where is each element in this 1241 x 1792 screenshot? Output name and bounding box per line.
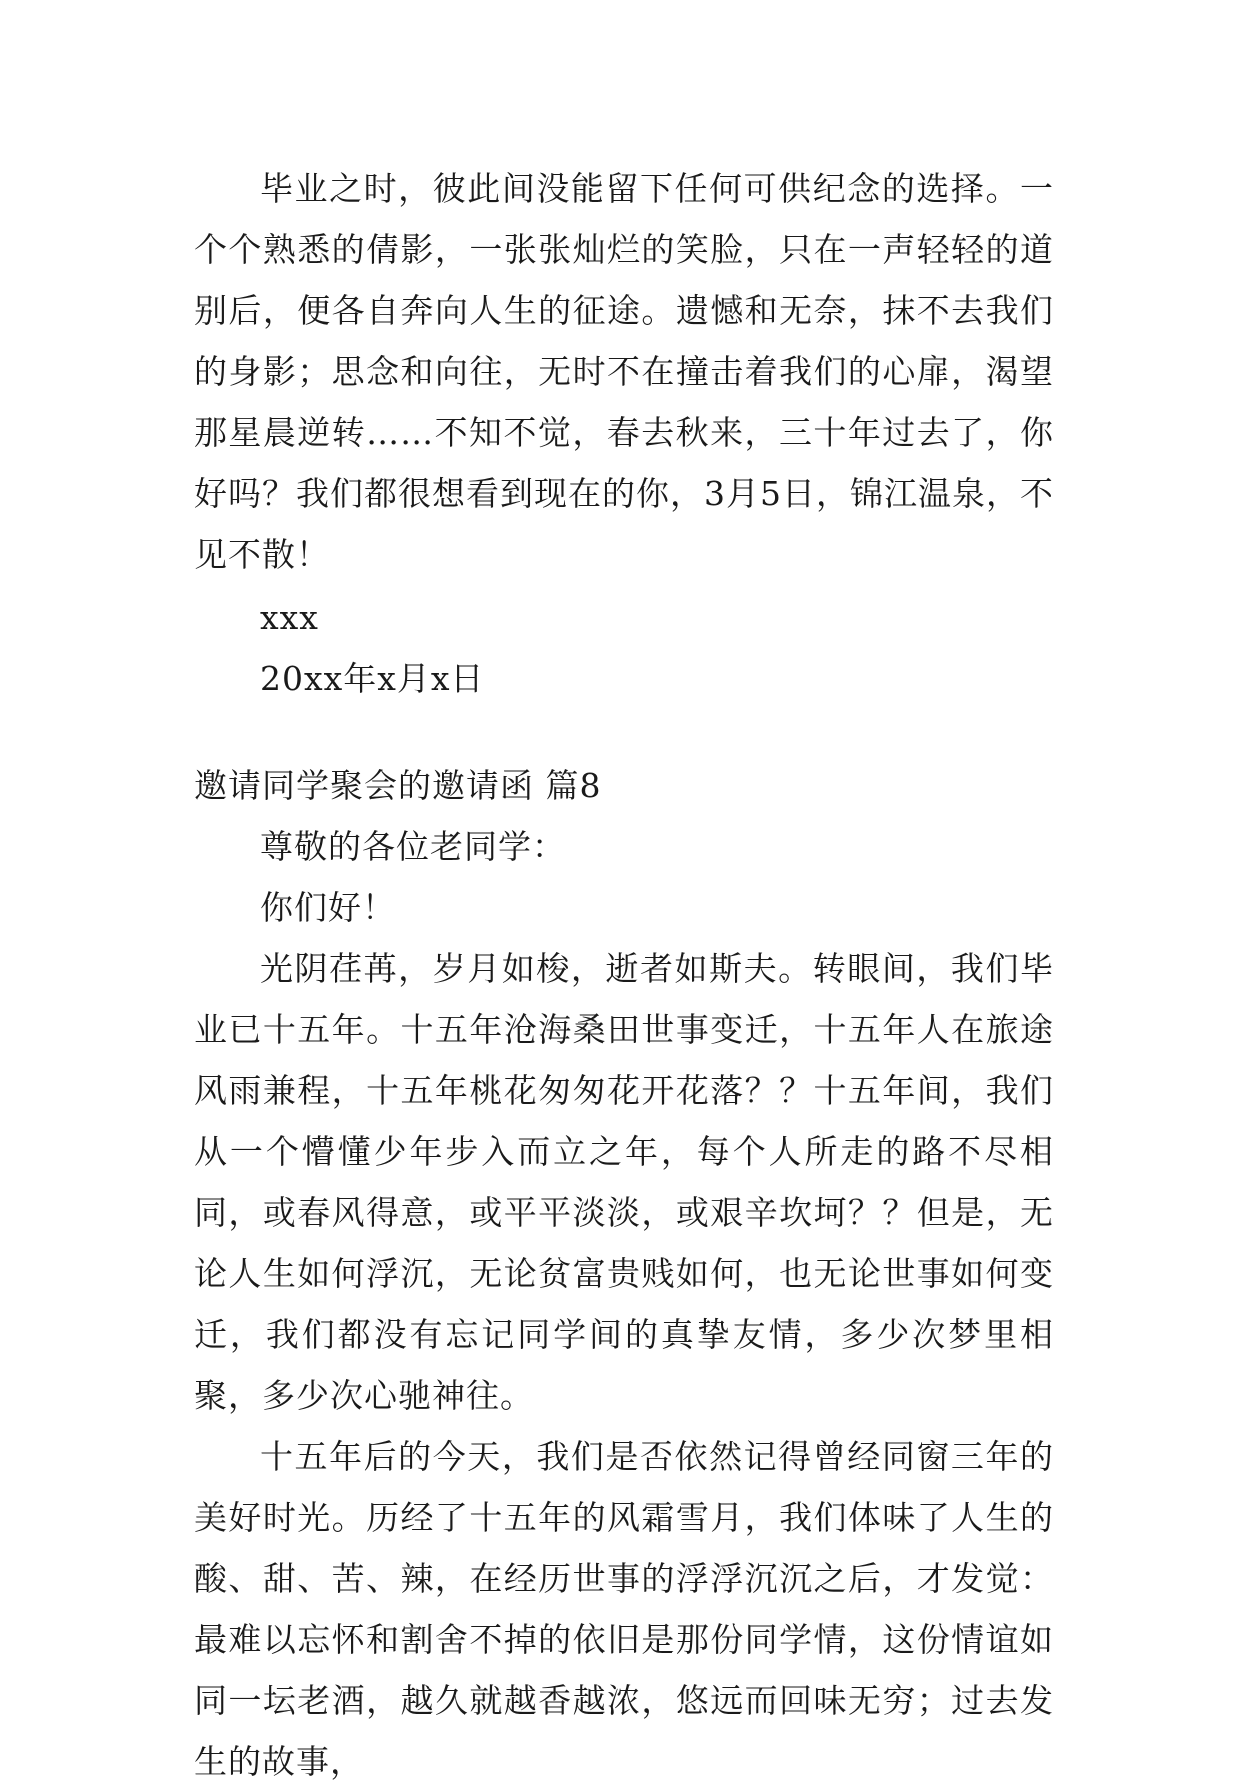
spacer [194,709,1054,755]
body-paragraph-1: 光阴荏苒，岁月如梭，逝者如斯夫。转眼间，我们毕业已十五年。十五年沧海桑田世事变迁，十五年人在旅途风雨兼程，十五年桃花匆匆花开花落？？十五年间，我们从一个懵懂少年步入而立之年，每个人所走的路不尽相同，或春风得意，或平平淡淡，或艰辛坎坷？？但是，无论人生如何浮沉，无论贫富贵贱如何，也无论世事如何变迁，我们都没有忘记同学间的真挚友情，多少次梦里相聚，多少次心驰神往。 [194,949,1054,1415]
greeting: 你们好！ [260,888,396,927]
letter-date: 20xx年x月x日 [260,659,485,698]
body-paragraph-2: 十五年后的今天，我们是否依然记得曾经同窗三年的美好时光。历经了十五年的风霜雪月，我们体味了人生的酸、甜、苦、辣，在经历世事的浮浮沉沉之后，才发觉：最难以忘怀和割舍不掉的依旧是那份同学情，这份情谊如同一坛老酒，越久就越香越浓，悠远而回味无穷；过去发生的故事， [194,1437,1054,1781]
closing-paragraph: 毕业之时，彼此间没能留下任何可供纪念的选择。一个个熟悉的倩影，一张张灿烂的笑脸，只在一声轻轻的道别后，便各自奔向人生的征途。遗憾和无奈，抹不去我们的身影；思念和向往，无时不在撞击着我们的心扉，渴望那星晨逆转……不知不觉，春去秋来，三十年过去了，你好吗？我们都很想看到现在的你，3月5日，锦江温泉，不见不散！ [194,169,1054,574]
section-title: 邀请同学聚会的邀请函 篇8 [194,766,602,805]
document-page [194,158,1054,1792]
signature: xxx [260,598,319,637]
salutation: 尊敬的各位老同学： [260,827,566,866]
